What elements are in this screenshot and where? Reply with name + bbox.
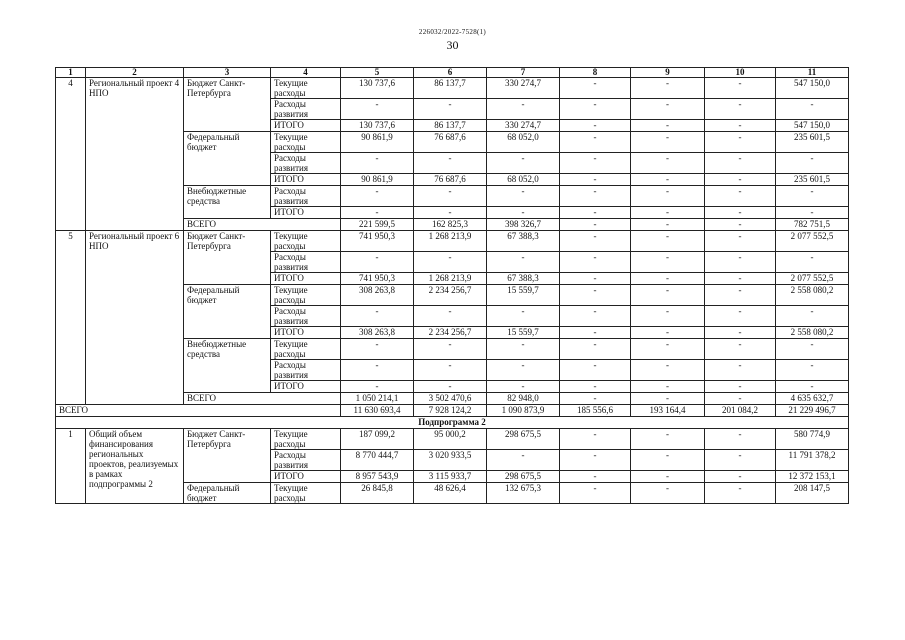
value-cell: - <box>705 450 776 471</box>
value-cell: - <box>631 360 705 381</box>
column-header: 1 <box>56 68 86 78</box>
value-cell: - <box>631 306 705 327</box>
value-cell: 330 274,7 <box>487 78 560 99</box>
value-cell: - <box>631 231 705 252</box>
budget-table <box>55 67 849 504</box>
value-cell: - <box>776 306 849 327</box>
value-cell: - <box>631 186 705 207</box>
value-cell: 1 268 213,9 <box>414 273 487 285</box>
value-cell: 15 559,7 <box>487 285 560 306</box>
value-cell: 187 099,2 <box>341 429 414 450</box>
value-cell: 221 599,5 <box>341 219 414 231</box>
value-cell: - <box>560 207 631 219</box>
funding-source: Бюджет Санкт-Петербурга <box>184 231 271 285</box>
value-cell: - <box>631 153 705 174</box>
value-cell: 741 950,3 <box>341 273 414 285</box>
value-cell: - <box>705 231 776 252</box>
table-body <box>56 78 849 504</box>
expense-type: Текущие расходы <box>271 132 341 153</box>
table-row <box>56 231 849 252</box>
project-name: Общий объем финансирования региональных проектов, реализуемых в рамках подпрограммы 2 <box>86 429 184 504</box>
value-cell: - <box>560 360 631 381</box>
value-cell: - <box>705 273 776 285</box>
value-cell: - <box>560 186 631 207</box>
value-cell: 68 052,0 <box>487 174 560 186</box>
value-cell: - <box>560 174 631 186</box>
value-cell: - <box>487 252 560 273</box>
value-cell: 68 052,0 <box>487 132 560 153</box>
value-cell: - <box>560 153 631 174</box>
value-cell: - <box>631 471 705 483</box>
expense-type: Текущие расходы <box>271 429 341 450</box>
value-cell: - <box>705 252 776 273</box>
document-code: 226032/2022-7528(1) <box>418 28 487 36</box>
column-header: 6 <box>414 68 487 78</box>
section-title: Подпрограмма 2 <box>56 417 849 429</box>
value-cell: - <box>487 381 560 393</box>
value-cell: 4 635 632,7 <box>776 393 849 405</box>
funding-source: Федеральный бюджет <box>184 132 271 186</box>
expense-type: Расходы развития <box>271 99 341 120</box>
value-cell: - <box>560 273 631 285</box>
column-header: 9 <box>631 68 705 78</box>
value-cell: - <box>631 132 705 153</box>
value-cell: - <box>341 153 414 174</box>
value-cell: 547 150,0 <box>776 120 849 132</box>
column-header: 8 <box>560 68 631 78</box>
expense-type: ИТОГО <box>271 381 341 393</box>
value-cell: 48 626,4 <box>414 483 487 504</box>
value-cell: - <box>705 186 776 207</box>
value-cell: - <box>705 339 776 360</box>
value-cell: 11 630 693,4 <box>341 405 414 417</box>
expense-type: ИТОГО <box>271 273 341 285</box>
value-cell: 130 737,6 <box>341 78 414 99</box>
value-cell: - <box>631 483 705 504</box>
value-cell: - <box>705 99 776 120</box>
value-cell: - <box>631 120 705 132</box>
value-cell: 2 077 552,5 <box>776 273 849 285</box>
value-cell: 2 234 256,7 <box>414 327 487 339</box>
column-header: 3 <box>184 68 271 78</box>
value-cell: 3 115 933,7 <box>414 471 487 483</box>
value-cell: 132 675,3 <box>487 483 560 504</box>
value-cell: - <box>341 381 414 393</box>
value-cell: - <box>776 207 849 219</box>
expense-type: Расходы развития <box>271 186 341 207</box>
value-cell: - <box>705 78 776 99</box>
value-cell: - <box>487 450 560 471</box>
value-cell: 235 601,5 <box>776 174 849 186</box>
value-cell: - <box>560 99 631 120</box>
value-cell: - <box>776 339 849 360</box>
value-cell: 26 845,8 <box>341 483 414 504</box>
value-cell: 298 675,5 <box>487 429 560 450</box>
value-cell: 15 559,7 <box>487 327 560 339</box>
value-cell: - <box>705 393 776 405</box>
value-cell: - <box>631 252 705 273</box>
value-cell: 67 388,3 <box>487 231 560 252</box>
expense-type: Расходы развития <box>271 360 341 381</box>
value-cell: 76 687,6 <box>414 174 487 186</box>
funding-source: Внебюджетные средства <box>184 186 271 219</box>
value-cell: - <box>560 252 631 273</box>
value-cell: - <box>341 99 414 120</box>
value-cell: - <box>631 450 705 471</box>
value-cell: 67 388,3 <box>487 273 560 285</box>
value-cell: 21 229 496,7 <box>776 405 849 417</box>
project-name: Региональный проект 6 НПО <box>86 231 184 405</box>
value-cell: - <box>631 174 705 186</box>
value-cell: - <box>341 339 414 360</box>
value-cell: 82 948,0 <box>487 393 560 405</box>
expense-type: Текущие расходы <box>271 483 341 504</box>
value-cell: - <box>776 153 849 174</box>
expense-type: Текущие расходы <box>271 78 341 99</box>
value-cell: - <box>631 78 705 99</box>
expense-type: ИТОГО <box>271 207 341 219</box>
value-cell: - <box>705 381 776 393</box>
value-cell: 398 326,7 <box>487 219 560 231</box>
value-cell: - <box>414 99 487 120</box>
value-cell: 162 825,3 <box>414 219 487 231</box>
value-cell: 8 957 543,9 <box>341 471 414 483</box>
page-number: 30 <box>446 38 459 52</box>
value-cell: - <box>631 381 705 393</box>
value-cell: - <box>560 429 631 450</box>
value-cell: - <box>341 207 414 219</box>
value-cell: - <box>487 153 560 174</box>
value-cell: - <box>560 132 631 153</box>
value-cell: - <box>705 429 776 450</box>
value-cell: 7 928 124,2 <box>414 405 487 417</box>
value-cell: - <box>705 207 776 219</box>
value-cell: 298 675,5 <box>487 471 560 483</box>
value-cell: 2 558 080,2 <box>776 327 849 339</box>
value-cell: 90 861,9 <box>341 174 414 186</box>
column-header: 7 <box>487 68 560 78</box>
value-cell: 1 090 873,9 <box>487 405 560 417</box>
value-cell: - <box>414 381 487 393</box>
value-cell: - <box>631 273 705 285</box>
expense-type: Расходы развития <box>271 306 341 327</box>
value-cell: - <box>341 306 414 327</box>
row-number: 4 <box>56 78 86 231</box>
table-row <box>56 429 849 450</box>
section-row <box>56 417 849 429</box>
value-cell: 11 791 378,2 <box>776 450 849 471</box>
value-cell: - <box>705 360 776 381</box>
grand-total-row <box>56 405 849 417</box>
value-cell: 3 502 470,6 <box>414 393 487 405</box>
table-row <box>56 78 849 99</box>
column-header: 10 <box>705 68 776 78</box>
value-cell: - <box>631 393 705 405</box>
value-cell: - <box>560 450 631 471</box>
value-cell: 1 268 213,9 <box>414 231 487 252</box>
value-cell: - <box>414 186 487 207</box>
expense-type: Текущие расходы <box>271 231 341 252</box>
value-cell: - <box>414 207 487 219</box>
value-cell: 782 751,5 <box>776 219 849 231</box>
value-cell: - <box>487 99 560 120</box>
value-cell: - <box>487 339 560 360</box>
value-cell: - <box>631 327 705 339</box>
value-cell: 130 737,6 <box>341 120 414 132</box>
value-cell: - <box>560 285 631 306</box>
value-cell: 90 861,9 <box>341 132 414 153</box>
funding-source: Федеральный бюджет <box>184 285 271 339</box>
value-cell: 235 601,5 <box>776 132 849 153</box>
value-cell: 201 084,2 <box>705 405 776 417</box>
group-total-label: ВСЕГО <box>184 219 341 231</box>
value-cell: - <box>341 252 414 273</box>
value-cell: - <box>631 207 705 219</box>
value-cell: 580 774,9 <box>776 429 849 450</box>
value-cell: - <box>776 360 849 381</box>
expense-type: ИТОГО <box>271 120 341 132</box>
value-cell: 2 558 080,2 <box>776 285 849 306</box>
row-number: 1 <box>56 429 86 504</box>
value-cell: - <box>560 78 631 99</box>
value-cell: - <box>560 120 631 132</box>
expense-type: Расходы развития <box>271 252 341 273</box>
value-cell: - <box>560 339 631 360</box>
value-cell: - <box>705 471 776 483</box>
expense-type: Текущие расходы <box>271 285 341 306</box>
value-cell: 86 137,7 <box>414 120 487 132</box>
value-cell: - <box>487 360 560 381</box>
value-cell: 330 274,7 <box>487 120 560 132</box>
value-cell: - <box>487 306 560 327</box>
value-cell: - <box>341 186 414 207</box>
value-cell: 12 372 153,1 <box>776 471 849 483</box>
value-cell: - <box>341 360 414 381</box>
value-cell: 1 050 214,1 <box>341 393 414 405</box>
value-cell: - <box>487 207 560 219</box>
value-cell: - <box>705 219 776 231</box>
value-cell: 2 077 552,5 <box>776 231 849 252</box>
row-number: 5 <box>56 231 86 405</box>
column-header: 11 <box>776 68 849 78</box>
expense-type: ИТОГО <box>271 327 341 339</box>
value-cell: - <box>705 285 776 306</box>
value-cell: - <box>487 186 560 207</box>
value-cell: - <box>705 120 776 132</box>
funding-source: Бюджет Санкт-Петербурга <box>184 429 271 483</box>
funding-source: Федеральный бюджет <box>184 483 271 504</box>
value-cell: - <box>631 219 705 231</box>
funding-source: Внебюджетные средства <box>184 339 271 393</box>
value-cell: - <box>776 99 849 120</box>
funding-source: Бюджет Санкт-Петербурга <box>184 78 271 132</box>
value-cell: 308 263,8 <box>341 327 414 339</box>
expense-type: ИТОГО <box>271 174 341 186</box>
value-cell: - <box>414 360 487 381</box>
value-cell: - <box>414 153 487 174</box>
value-cell: - <box>705 174 776 186</box>
value-cell: - <box>560 471 631 483</box>
value-cell: - <box>705 306 776 327</box>
value-cell: 193 164,4 <box>631 405 705 417</box>
value-cell: 547 150,0 <box>776 78 849 99</box>
value-cell: - <box>631 339 705 360</box>
value-cell: - <box>414 306 487 327</box>
value-cell: - <box>705 327 776 339</box>
expense-type: Текущие расходы <box>271 339 341 360</box>
value-cell: 95 000,2 <box>414 429 487 450</box>
expense-type: Расходы развития <box>271 450 341 471</box>
group-total-label: ВСЕГО <box>184 393 341 405</box>
column-header: 2 <box>86 68 184 78</box>
value-cell: 76 687,6 <box>414 132 487 153</box>
value-cell: 86 137,7 <box>414 78 487 99</box>
project-name: Региональный проект 4 НПО <box>86 78 184 231</box>
value-cell: - <box>705 483 776 504</box>
column-number-row <box>56 68 849 78</box>
value-cell: - <box>631 285 705 306</box>
value-cell: - <box>560 483 631 504</box>
value-cell: - <box>560 219 631 231</box>
value-cell: 2 234 256,7 <box>414 285 487 306</box>
value-cell: 3 020 933,5 <box>414 450 487 471</box>
value-cell: - <box>776 186 849 207</box>
value-cell: 741 950,3 <box>341 231 414 252</box>
value-cell: - <box>705 153 776 174</box>
value-cell: - <box>631 99 705 120</box>
value-cell: - <box>414 252 487 273</box>
value-cell: - <box>560 306 631 327</box>
column-header: 5 <box>341 68 414 78</box>
value-cell: - <box>560 381 631 393</box>
value-cell: - <box>560 231 631 252</box>
grand-total-label: ВСЕГО <box>56 405 341 417</box>
value-cell: 208 147,5 <box>776 483 849 504</box>
value-cell: - <box>776 381 849 393</box>
value-cell: - <box>560 393 631 405</box>
value-cell: - <box>631 429 705 450</box>
column-header: 4 <box>271 68 341 78</box>
value-cell: - <box>705 132 776 153</box>
value-cell: 185 556,6 <box>560 405 631 417</box>
value-cell: 8 770 444,7 <box>341 450 414 471</box>
value-cell: - <box>414 339 487 360</box>
value-cell: - <box>560 327 631 339</box>
expense-type: Расходы развития <box>271 153 341 174</box>
value-cell: - <box>776 252 849 273</box>
expense-type: ИТОГО <box>271 471 341 483</box>
value-cell: 308 263,8 <box>341 285 414 306</box>
